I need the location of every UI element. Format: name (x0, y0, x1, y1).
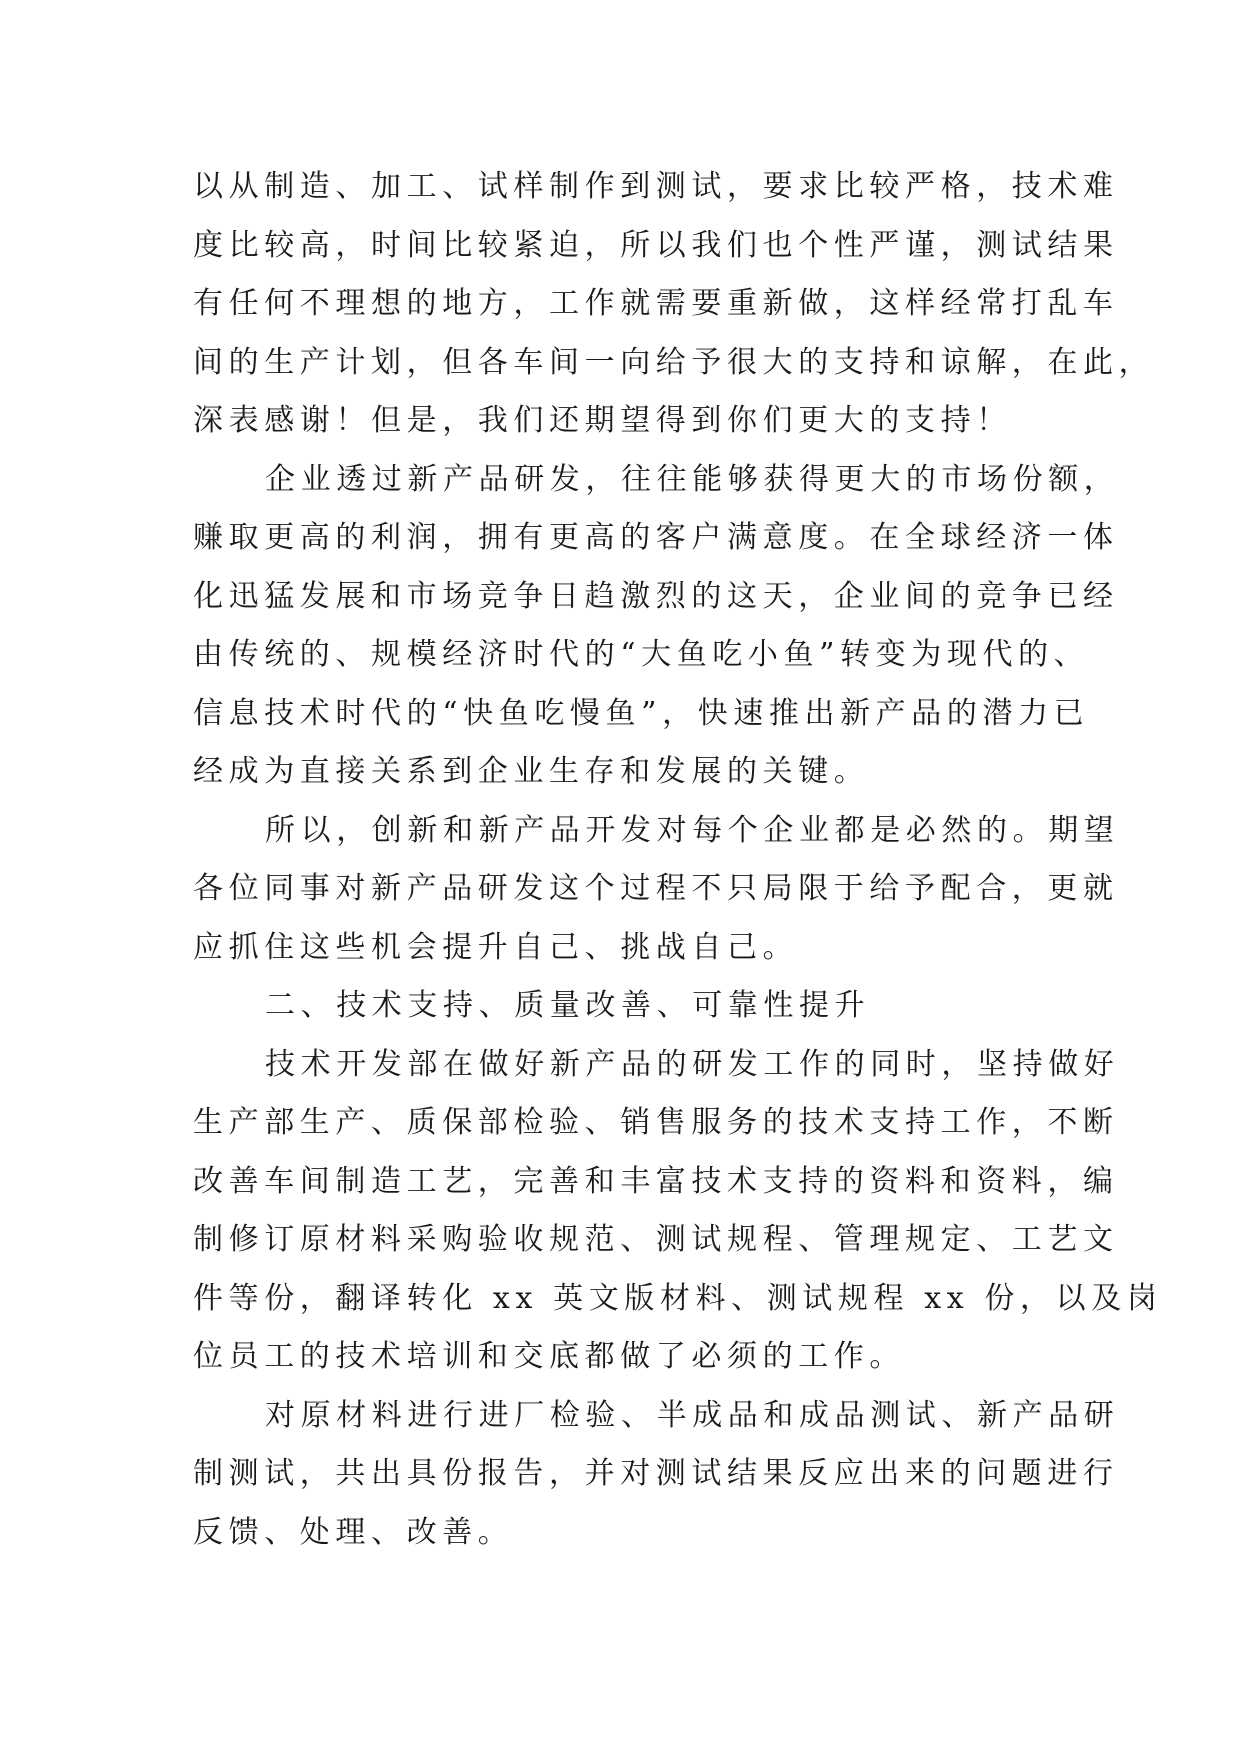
text-line: 信息技术时代的“快鱼吃慢鱼”，快速推出新产品的潜力已 (193, 695, 1090, 731)
text-line: 深表感谢！但是，我们还期望得到你们更大的支持！ (193, 403, 1012, 438)
text-line: 以从制造、加工、试样制作到测试，要求比较严格，技术难 (193, 169, 1119, 204)
text-line: 制修订原材料采购验收规范、测试规程、管理规定、工艺文 (193, 1222, 1119, 1257)
text-line: 件等份，翻译转化 xx 英文版材料、测试规程 xx 份，以及岗 (193, 1280, 1163, 1316)
section-heading: 二、技术支持、质量改善、可靠性提升 (265, 988, 871, 1023)
text-line: 由传统的、规模经济时代的“大鱼吃小鱼”转变为现代的、 (193, 637, 1090, 672)
text-line: 应抓住这些机会提升自己、挑战自己。 (193, 929, 799, 965)
text-line: 度比较高，时间比较紧迫，所以我们也个性严谨，测试结果 (193, 227, 1119, 263)
paragraph-first-line: 企业透过新产品研发，往往能够获得更大的市场份额， (265, 461, 1120, 497)
paragraph-first-line: 所以，创新和新产品开发对每个企业都是必然的。期望 (265, 812, 1120, 848)
paragraph-first-line: 技术开发部在做好新产品的研发工作的同时，坚持做好 (265, 1046, 1120, 1082)
text-line: 生产部生产、质保部检验、销售服务的技术支持工作，不断 (193, 1105, 1119, 1140)
paragraph-first-line: 对原材料进行进厂检验、半成品和成品测试、新产品研 (265, 1397, 1120, 1433)
text-line: 各位同事对新产品研发这个过程不只局限于给予配合，更就 (193, 871, 1119, 906)
text-line: 制测试，共出具份报告，并对测试结果反应出来的问题进行 (193, 1456, 1119, 1491)
text-line: 赚取更高的利润，拥有更高的客户满意度。在全球经济一体 (193, 520, 1119, 555)
text-line: 位员工的技术培训和交底都做了必须的工作。 (193, 1339, 905, 1374)
text-line: 改善车间制造工艺，完善和丰富技术支持的资料和资料，编 (193, 1163, 1119, 1199)
text-line: 化迅猛发展和市场竞争日趋激烈的这天，企业间的竞争已经 (193, 578, 1119, 614)
text-line: 经成为直接关系到企业生存和发展的关键。 (193, 754, 870, 789)
document-body (193, 158, 1163, 1562)
text-line: 间的生产计划，但各车间一向给予很大的支持和谅解，在此， (193, 344, 1155, 380)
text-line: 有任何不理想的地方，工作就需要重新做，这样经常打乱车 (193, 286, 1119, 321)
text-line: 反馈、处理、改善。 (193, 1514, 514, 1550)
